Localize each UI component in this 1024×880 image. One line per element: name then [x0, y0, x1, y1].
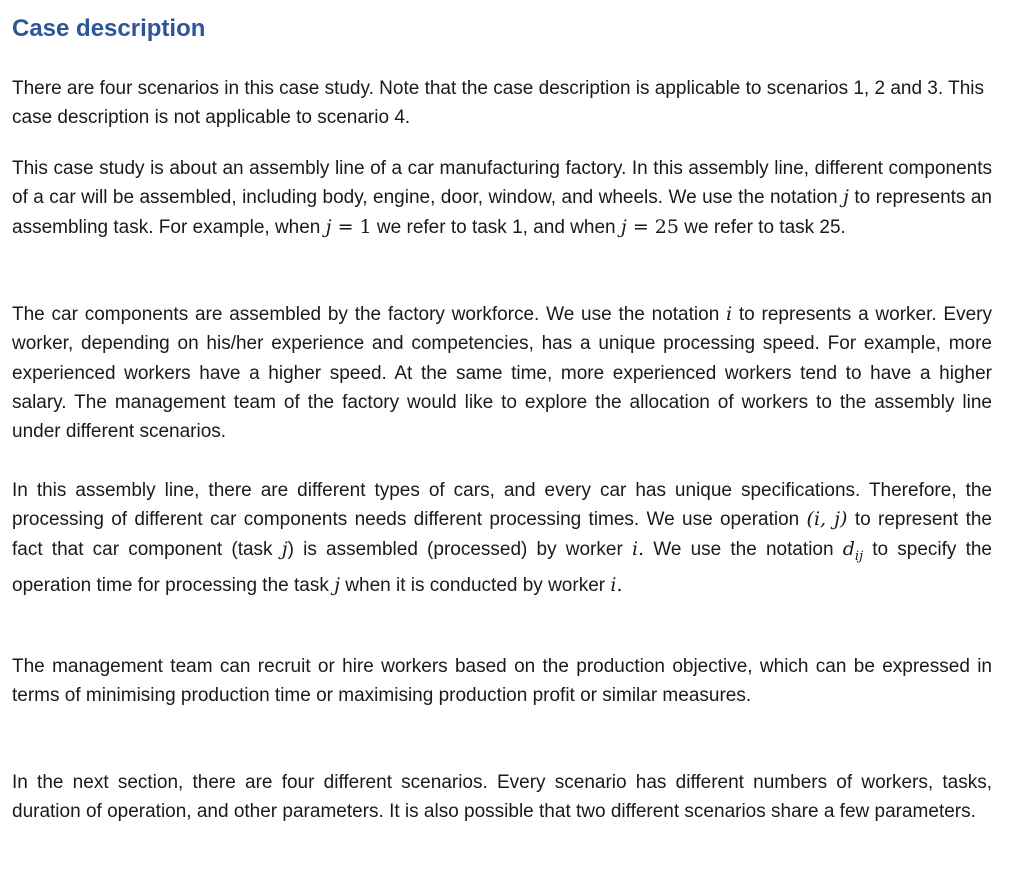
math-j: j	[325, 215, 332, 238]
document	[12, 0, 992, 823]
text-run: The car components are assembled by the factory workforce. We use the notation	[12, 304, 727, 325]
math-i: i.	[631, 537, 645, 560]
section-heading: Case description	[12, 15, 206, 42]
math-equals-1: = 1	[331, 215, 372, 238]
math-equals-25: = 25	[626, 215, 679, 238]
math-j: j	[334, 573, 341, 596]
text-run: This case study is about an assembly line of a car manufacturing factory. In this assembly line, different components of a car will be assembled, including body, engine, door, window, and wheels. We use the notation	[12, 158, 992, 209]
text-run: to represent the fact that car component (task	[12, 509, 992, 560]
math-j: j	[843, 186, 849, 209]
paragraph-management-objective: The management team can recruit or hire workers based on the production objective, which can be expressed in terms of minimising production time or maximising production profit or similar measures.	[12, 656, 992, 707]
math-subscript-ij: ij	[854, 548, 864, 564]
math-i: i.	[610, 573, 623, 596]
text-run: to represents a worker. Every worker, depending on his/her experience and competencies, has a unique processing speed. For example, more experienced workers have a higher speed. At the same time, more experienced workers tend to have a higher salary. The management team of the factory would like to explore the allocation of workers to the assembly line under different scenarios.	[12, 304, 992, 443]
text-run: In this assembly line, there are different types of cars, and every car has unique specifications. Therefore, the processing of different car components needs different processing times. We use operation	[12, 480, 992, 531]
math-j: j	[281, 537, 288, 560]
math-operation-ij: (i, j)	[806, 508, 848, 531]
paragraph-operation-time	[12, 476, 992, 600]
text-run: when it is conducted by worker	[340, 574, 611, 596]
math-i: i	[726, 303, 733, 325]
text-run: we refer to task 1, and when	[371, 216, 621, 238]
paragraph-workforce	[12, 300, 992, 446]
paragraph-scenarios-note: There are four scenarios in this case study. Note that the case description is applicable to scenarios 1, 2 and 3. This case description is not applicable to scenario 4.	[12, 78, 984, 129]
math-d: d	[842, 537, 855, 560]
text-run: we refer to task 25.	[678, 216, 846, 238]
paragraph-next-section: In the next section, there are four different scenarios. Every scenario has different numbers of workers, tasks, duration of operation, and other parameters. It is also possible that two different scenarios share a few parameters.	[12, 772, 992, 823]
math-j: j	[620, 215, 627, 238]
text-run: to represents an assembling task. For example, when	[12, 187, 992, 238]
text-run: to specify the operation time for processing the task	[12, 538, 992, 596]
text-run: We use the notation	[644, 538, 843, 560]
text-run: ) is assembled (processed) by worker	[287, 538, 632, 560]
paragraph-assembly-line	[12, 154, 992, 242]
